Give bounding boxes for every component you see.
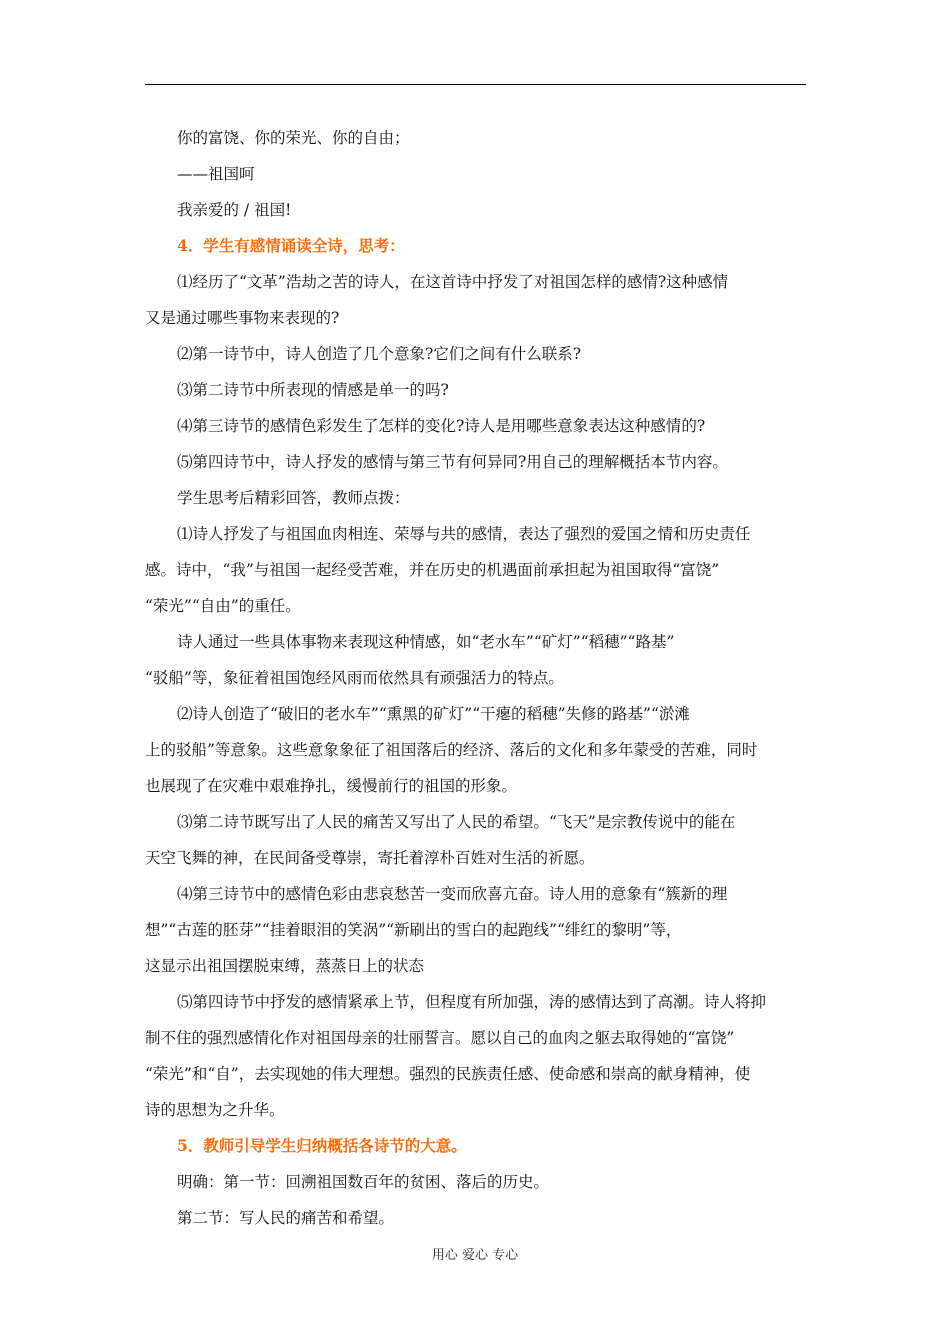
paragraph-line: 诗的思想为之升华。: [145, 1101, 285, 1119]
header-rule: [145, 84, 806, 85]
paragraph-line: 上的驳船”等意象。这些意象象征了祖国落后的经济、落后的文化和多年蒙受的苦难，同时: [145, 741, 758, 759]
paragraph-line: 学生思考后精彩回答，教师点拨：: [177, 489, 410, 507]
page-footer: 用心 爱心 专心: [431, 1248, 519, 1263]
paragraph-line: 又是通过哪些事物来表现的?: [145, 309, 340, 327]
paragraph-line: ——祖国呵: [177, 165, 255, 183]
paragraph-line: ⑷第三诗节中的感情色彩由悲哀愁苦一变而欣喜亢奋。诗人用的意象有“簇新的理: [177, 885, 728, 903]
section-heading: 4．学生有感情诵读全诗，思考：: [177, 236, 405, 255]
paragraph-line: 制不住的强烈感情化作对祖国母亲的壮丽誓言。愿以自己的血肉之躯去取得她的“富饶”: [145, 1029, 735, 1047]
paragraph-line: 第二节：写人民的痛苦和希望。: [177, 1209, 395, 1227]
section-heading: 5．教师引导学生归纳概括各诗节的大意。: [177, 1136, 467, 1155]
paragraph-line: 诗人通过一些具体事物来表现这种情感，如“老水车”“矿灯”“稻穗”“路基”: [177, 633, 675, 651]
paragraph-line: 感。诗中，“我”与祖国一起经受苦难，并在历史的机遇面前承担起为祖国取得“富饶”: [145, 561, 720, 579]
paragraph-line: ⑸第四诗节中抒发的感情紧承上节，但程度有所加强，涛的感情达到了高潮。诗人将抑: [177, 993, 767, 1011]
paragraph-line: 天空飞舞的神，在民间备受尊崇，寄托着淳朴百姓对生活的祈愿。: [145, 849, 595, 867]
paragraph-line: ⑴诗人抒发了与祖国血肉相连、荣辱与共的感情，表达了强烈的爱国之情和历史责任: [177, 525, 751, 543]
paragraph-line: 你的富饶、你的荣光、你的自由；: [177, 129, 410, 147]
document-body: [145, 120, 806, 1236]
paragraph-line: ⑶第二诗节既写出了人民的痛苦又写出了人民的希望。“飞天”是宗教传说中的能在: [177, 813, 736, 831]
paragraph-line: 这显示出祖国摆脱束缚，蒸蒸日上的状态: [145, 957, 425, 975]
paragraph-line: “荣光”和“自”，去实现她的伟大理想。强烈的民族责任感、使命感和崇高的献身精神，使: [145, 1065, 751, 1083]
paragraph-line: “驳船”等，象征着祖国饱经风雨而依然具有顽强活力的特点。: [145, 669, 564, 687]
paragraph-line: 明确：第一节：回溯祖国数百年的贫困、落后的历史。: [177, 1173, 550, 1191]
paragraph-line: ⑶第二诗节中所表现的情感是单一的吗?: [177, 381, 449, 399]
paragraph-line: ⑵第一诗节中，诗人创造了几个意象?它们之间有什么联系?: [177, 345, 582, 363]
paragraph-line: 我亲爱的 / 祖国!: [177, 201, 292, 219]
paragraph-line: ⑴经历了“文革”浩劫之苦的诗人，在这首诗中抒发了对祖国怎样的感情?这种感情: [177, 273, 729, 291]
paragraph-line: “荣光”“自由”的重任。: [145, 597, 301, 615]
paragraph-line: ⑵诗人创造了“破旧的老水车”“熏黑的矿灯”“干瘪的稻穗”失修的路基”“淤滩: [177, 705, 690, 723]
paragraph-line: ⑷第三诗节的感情色彩发生了怎样的变化?诗人是用哪些意象表达这种感情的?: [177, 417, 706, 435]
paragraph-line: 也展现了在灾难中艰难挣扎，缓慢前行的祖国的形象。: [145, 777, 518, 795]
paragraph-line: 想”“古莲的胚芽”“挂着眼泪的笑涡”“新刷出的雪白的起跑线”“绯红的黎明”等，: [145, 921, 682, 939]
paragraph-line: ⑸第四诗节中，诗人抒发的感情与第三节有何异同?用自己的理解概括本节内容。: [177, 453, 728, 471]
